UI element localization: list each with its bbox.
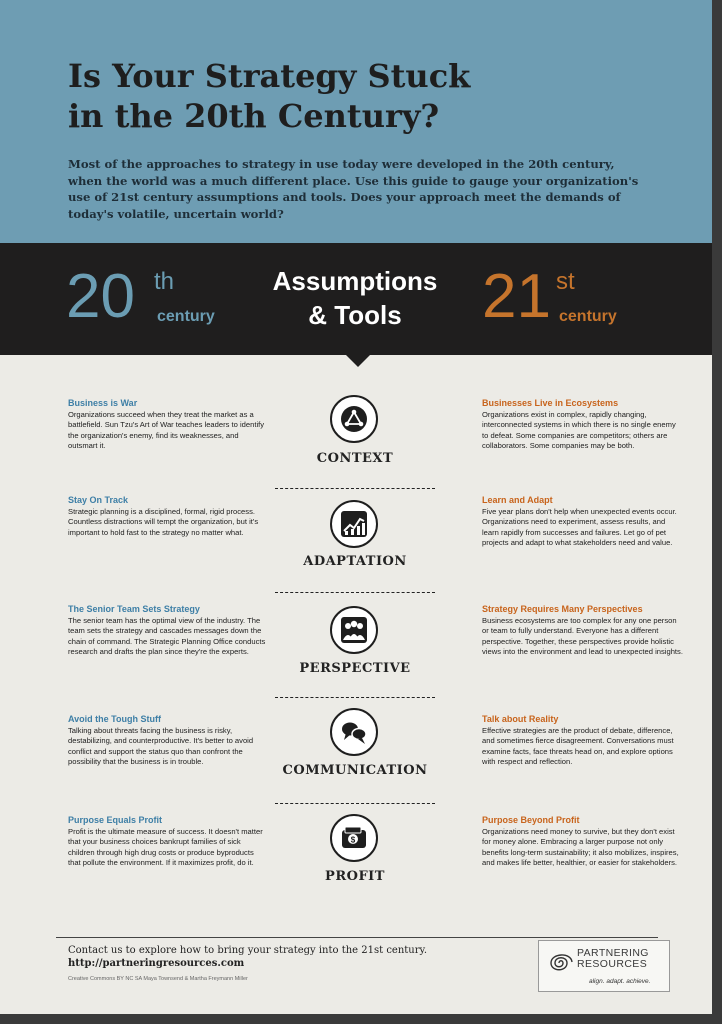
swirl-logo-icon [544,950,574,976]
perspective-20th-heading: The Senior Team Sets Strategy [68,604,200,614]
logo-line-2: RESOURCES [577,958,648,970]
context-20th-item [68,398,268,452]
perspective-20th-text: The senior team has the optimal view of the industry. The team sets the strategy and cascades messages down the chain of command. The Strategic Planning Office conducts research and drafts the plan since they're the experts. [68,616,266,657]
intro-paragraph: Most of the approaches to strategy in use today were developed in the 20th century, when the world was a much different place. Use this guide to gauge your organization's use of 21st century assumptions and tools. Does your approach meet the demands of today's volatile, uncertain world? [68,157,639,221]
adaptation-21st-text: Five year plans don't help when unexpected events occur. Organizations need to experiment, assess results, and learn rapidly from successes and failures. Let go of pet projects and adapt to what stakeholders need and value. [482,507,677,548]
communication-21st-text: Effective strategies are the product of debate, difference, and sometimes fierce disagreement. Conversations must examine facts, face threats head on, and explore options with respect and reflection. [482,726,674,767]
communication-20th-item [68,714,268,768]
divider [275,488,435,489]
communication-20th-heading: Avoid the Tough Stuff [68,714,161,724]
contact-block [68,944,427,970]
category-perspective: PERSPECTIVE [299,661,411,676]
speech-bubbles-icon [330,708,378,756]
profit-21st-text: Organizations need money to survive, but they don't exist for money alone. Embracing a larger purpose not only benefits long-term sustainability; it also mobilizes, inspires, and makes life better, healthier, or easier for stakeholders. [482,827,679,868]
partnering-resources-logo[interactable] [538,940,670,992]
twenty-first-century-label [482,262,617,331]
twentieth-suffix: th [154,268,175,295]
header-panel [0,0,712,243]
footer-divider [56,937,658,938]
communication-21st-heading: Talk about Reality [482,714,559,724]
communication-21st-item [482,714,684,768]
logo-wordmark [577,948,649,970]
perspective-21st-text: Business ecosystems are too complex for any one person or team to fully understand. Everyone has a different perspective. Together, these perspectives provide holistic views into the environment and lead to unexpected insights. [482,616,683,657]
profit-21st-heading: Purpose Beyond Profit [482,815,580,825]
context-21st-item [482,398,684,452]
website-link[interactable]: http://partneringresources.com [68,958,245,969]
perspective-21st-item [482,604,684,658]
profit-20th-item [68,815,268,869]
context-21st-heading: Businesses Live in Ecosystems [482,398,619,408]
divider [275,803,435,804]
context-21st-text: Organizations exist in complex, rapidly changing, interconnected systems in which there is no single enemy to defeat. Some companies are competitors; others are collaborators. Some companies may be both. [482,410,676,451]
logo-line-1: PARTNERING [577,947,649,959]
context-20th-text: Organizations succeed when they treat the market as a battlefield. Sun Tzu's Art of War teaches leaders to identify the organization's enemy, find its weaknesses, and outsmart it. [68,410,265,451]
twenty-first-suffix: st [556,268,575,295]
adaptation-21st-heading: Learn and Adapt [482,495,553,505]
communication-20th-text: Talking about threats facing the business is risky, destabilizing, and counterproductive. It's better to avoid conflict and support the status quo than confront the possibility that the business is in trouble. [68,726,254,767]
category-communication: COMMUNICATION [282,763,428,778]
adaptation-21st-item [482,495,684,549]
profit-20th-heading: Purpose Equals Profit [68,815,163,825]
assumptions-line: Assumptions [272,266,438,296]
profit-20th-text: Profit is the ultimate measure of success. It doesn't matter that your business choices bankrupt families of sick children through high drug costs or produce byproducts that pollute the environment. If it maximizes profit, do it. [68,827,263,868]
tools-line: & Tools [308,300,402,330]
wallet-money-icon [330,814,378,862]
page-title [68,56,668,136]
perspective-21st-heading: Strategy Requires Many Perspectives [482,604,643,614]
network-triangle-icon [330,395,378,443]
profit-21st-item [482,815,684,869]
twenty-first-number: 21 [482,262,551,331]
svg-text:$: $ [350,835,356,845]
divider [275,697,435,698]
assumptions-tools-heading [240,264,470,332]
license-credit: Creative Commons BY NC SA Maya Townsend & Martha Freymann Miller [68,976,248,982]
twentieth-century-word: century [157,308,215,325]
band-pointer [345,354,371,367]
adaptation-20th-text: Strategic planning is a disciplined, formal, rigid process. Countless distractions will tempt the organization, but it's important to hold fast to the strategy no matter what. [68,507,259,537]
title-line-2: in the 20th Century? [68,97,440,135]
category-profit: PROFIT [325,869,385,884]
twentieth-century-label [66,262,215,331]
context-20th-heading: Business is War [68,398,138,408]
growth-chart-icon [330,500,378,548]
title-line-1: Is Your Strategy Stuck [68,57,471,95]
adaptation-20th-item [68,495,268,538]
people-group-icon [330,606,378,654]
category-context: CONTEXT [316,451,394,466]
perspective-20th-item [68,604,268,658]
logo-tagline: align. adapt. achieve. [589,978,651,985]
divider [275,592,435,593]
contact-text: Contact us to explore how to bring your strategy into the 21st century. [68,945,428,956]
twentieth-number: 20 [66,262,135,331]
twenty-first-century-word: century [559,308,617,325]
adaptation-20th-heading: Stay On Track [68,495,129,505]
category-adaptation: ADAPTATION [303,554,407,569]
